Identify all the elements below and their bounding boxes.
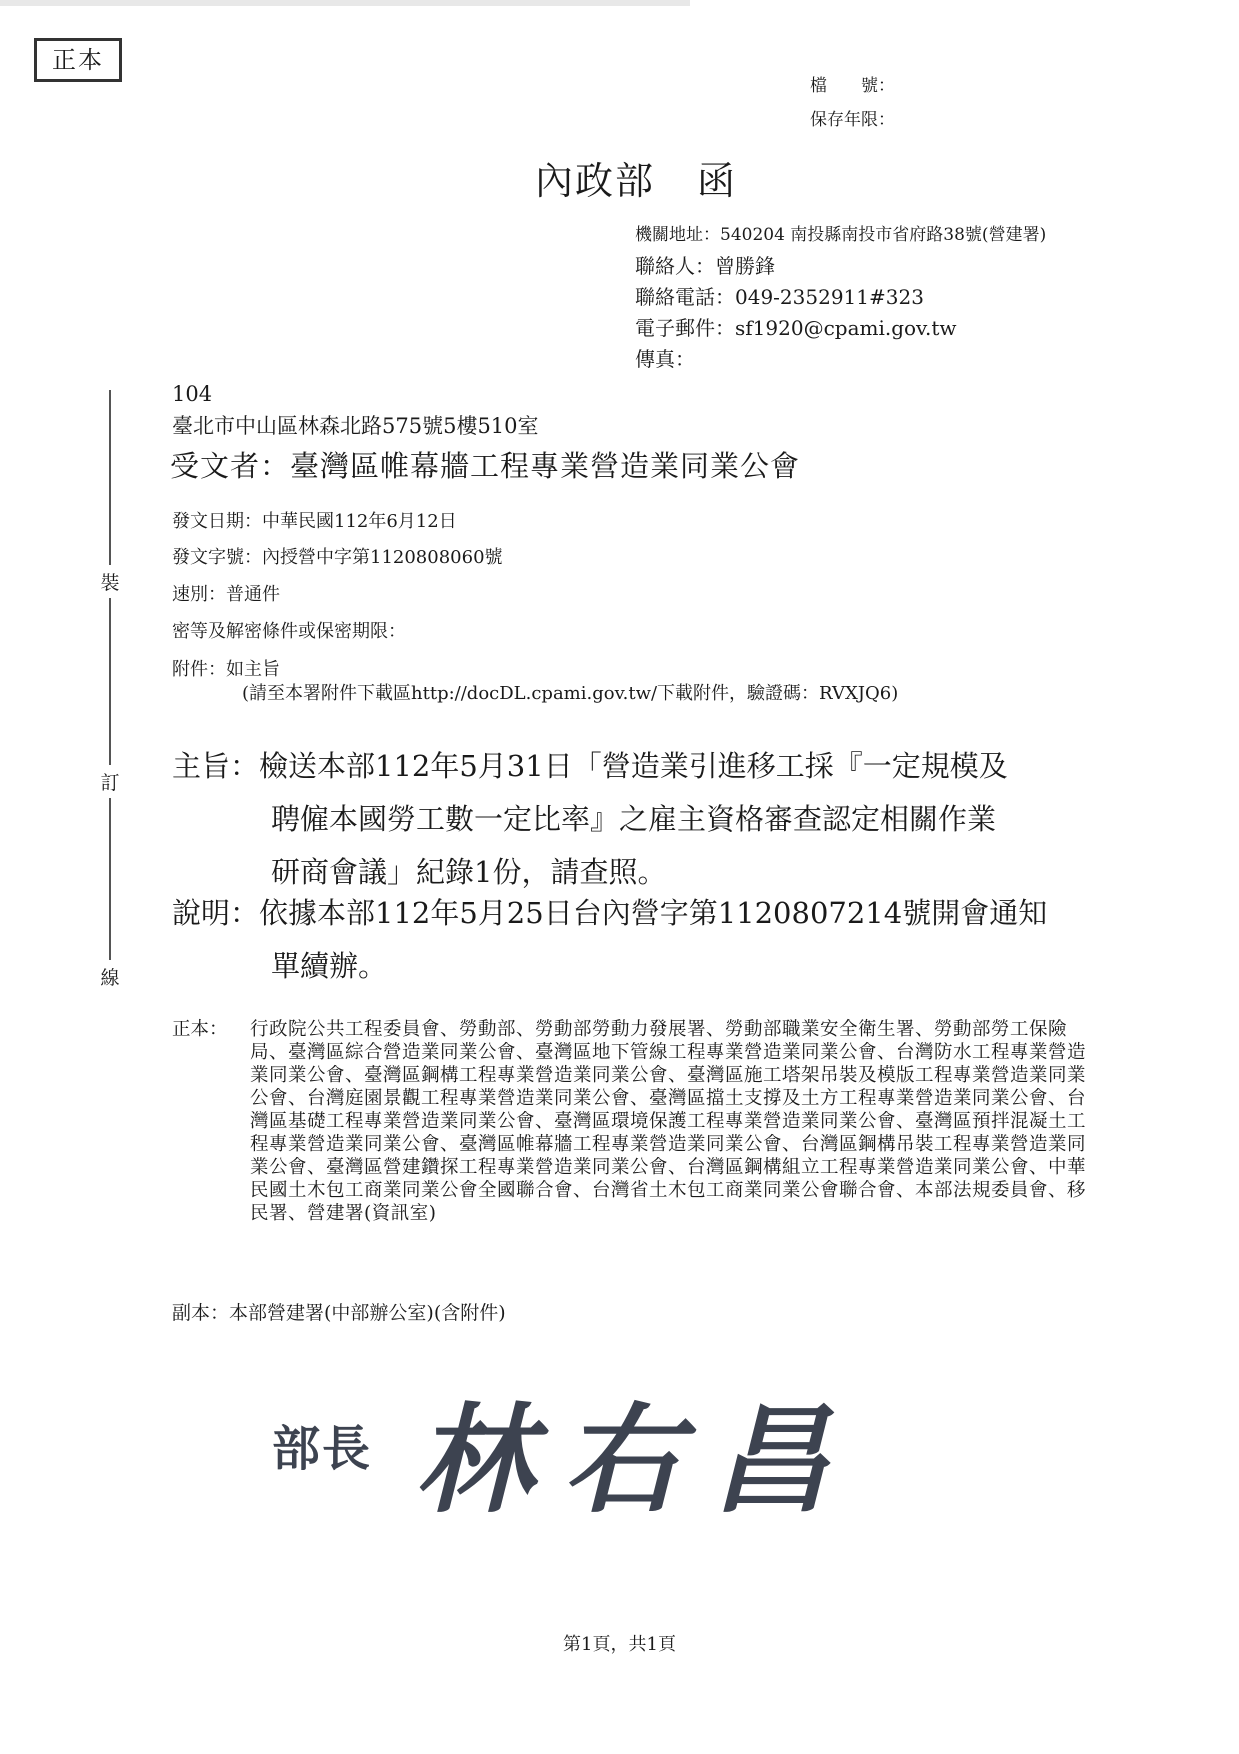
- attachment-download-link[interactable]: (請至本署附件下載區http://docDL.cpami.gov.tw/下載附件，驗證碼：RVXJQ6): [242, 683, 899, 704]
- issue-date: 發文日期：中華民國112年6月12日: [172, 511, 457, 532]
- binding-mark-zhuang: 裝: [96, 565, 124, 598]
- distribution-list: [172, 1018, 1100, 1225]
- retention-period-label: 保存年限：: [810, 110, 895, 130]
- contact-email: 電子郵件：sf1920@cpami.gov.tw: [635, 316, 957, 340]
- signature-title: 部長: [272, 1421, 373, 1477]
- scan-edge-shade: [0, 0, 690, 6]
- subject-line-3: 研商會議」紀錄1份，請查照。: [271, 855, 667, 889]
- binding-mark-xian: 線: [96, 960, 124, 993]
- delivery-speed: 速別：普通件: [172, 584, 280, 605]
- agency-name: 內政部: [535, 159, 656, 203]
- recipient: 受文者：臺灣區帷幕牆工程專業營造業同業公會: [170, 449, 801, 483]
- contact-person: 聯絡人：曾勝鋒: [635, 254, 775, 278]
- contact-phone: 聯絡電話：049-2352911#323: [635, 285, 924, 309]
- explanation-section: [172, 887, 1047, 993]
- explanation-line-2: 單續辦。: [271, 949, 388, 983]
- explanation-line-1: 說明：依據本部112年5月25日台內營字第1120807214號開會通知: [172, 896, 1048, 930]
- attachment: 附件：如主旨: [172, 659, 280, 680]
- file-number-label: 檔 號：: [810, 76, 895, 96]
- classification: 密等及解密條件或保密期限：: [172, 621, 406, 642]
- copy-stamp: 正本: [34, 38, 122, 82]
- binding-mark-ding: 訂: [96, 765, 124, 798]
- document-title: [535, 150, 737, 205]
- sender-address: 機關地址：540204 南投縣南投市省府路38號(營建署): [635, 225, 1047, 245]
- contact-fax: 傳真：: [635, 347, 695, 371]
- carbon-copy: 副本：本部營建署(中部辦公室)(含附件): [172, 1302, 506, 1324]
- document-number: 發文字號：內授營中字第1120808060號: [172, 547, 503, 568]
- signature-name: 林右昌: [415, 1390, 860, 1529]
- subject-section: [172, 740, 1008, 899]
- binding-line: [109, 390, 111, 990]
- recipient-postal-code: 104: [172, 382, 213, 406]
- subject-line-2: 聘僱本國勞工數一定比率』之雇主資格審查認定相關作業: [271, 802, 997, 836]
- distribution-recipients: 行政院公共工程委員會、勞動部、勞動部勞動力發展署、勞動部職業安全衛生署、勞動部勞工保險局、臺灣區綜合營造業同業公會、臺灣區地下管線工程專業營造業同業公會、台灣防水工程專業營造業同業公會、臺灣區鋼構工程專業營造業同業公會、臺灣區施工塔架吊裝及模版工程專業營造業同業公會、台灣庭園景觀工程專業營造業同業公會、臺灣區擋土支撐及土方工程專業營造業同業公會、台灣區基礎工程專業營造業同業公會、臺灣區環境保護工程專業營造業同業公會、臺灣區預拌混凝土工程專業營造業同業公會、臺灣區帷幕牆工程專業營造業同業公會、台灣區鋼構吊裝工程專業營造業同業公會、臺灣區營建鑽探工程專業營造業同業公會、台灣區鋼構組立工程專業營造業同業公會、中華民國土木包工商業同業公會全國聯合會、台灣省土木包工商業同業公會聯合會、本部法規委員會、移民署、營建署(資訊室): [250, 1019, 1087, 1224]
- subject-line-1: 主旨：檢送本部112年5月31日「營造業引進移工採『一定規模及: [172, 749, 1008, 783]
- page-number: 第1頁，共1頁: [563, 1634, 676, 1655]
- sender-info: [635, 220, 1046, 375]
- distribution-label: 正本：: [172, 1019, 228, 1040]
- document-type: 函: [697, 159, 738, 203]
- recipient-street-address: 臺北市中山區林森北路575號5樓510室: [172, 414, 539, 438]
